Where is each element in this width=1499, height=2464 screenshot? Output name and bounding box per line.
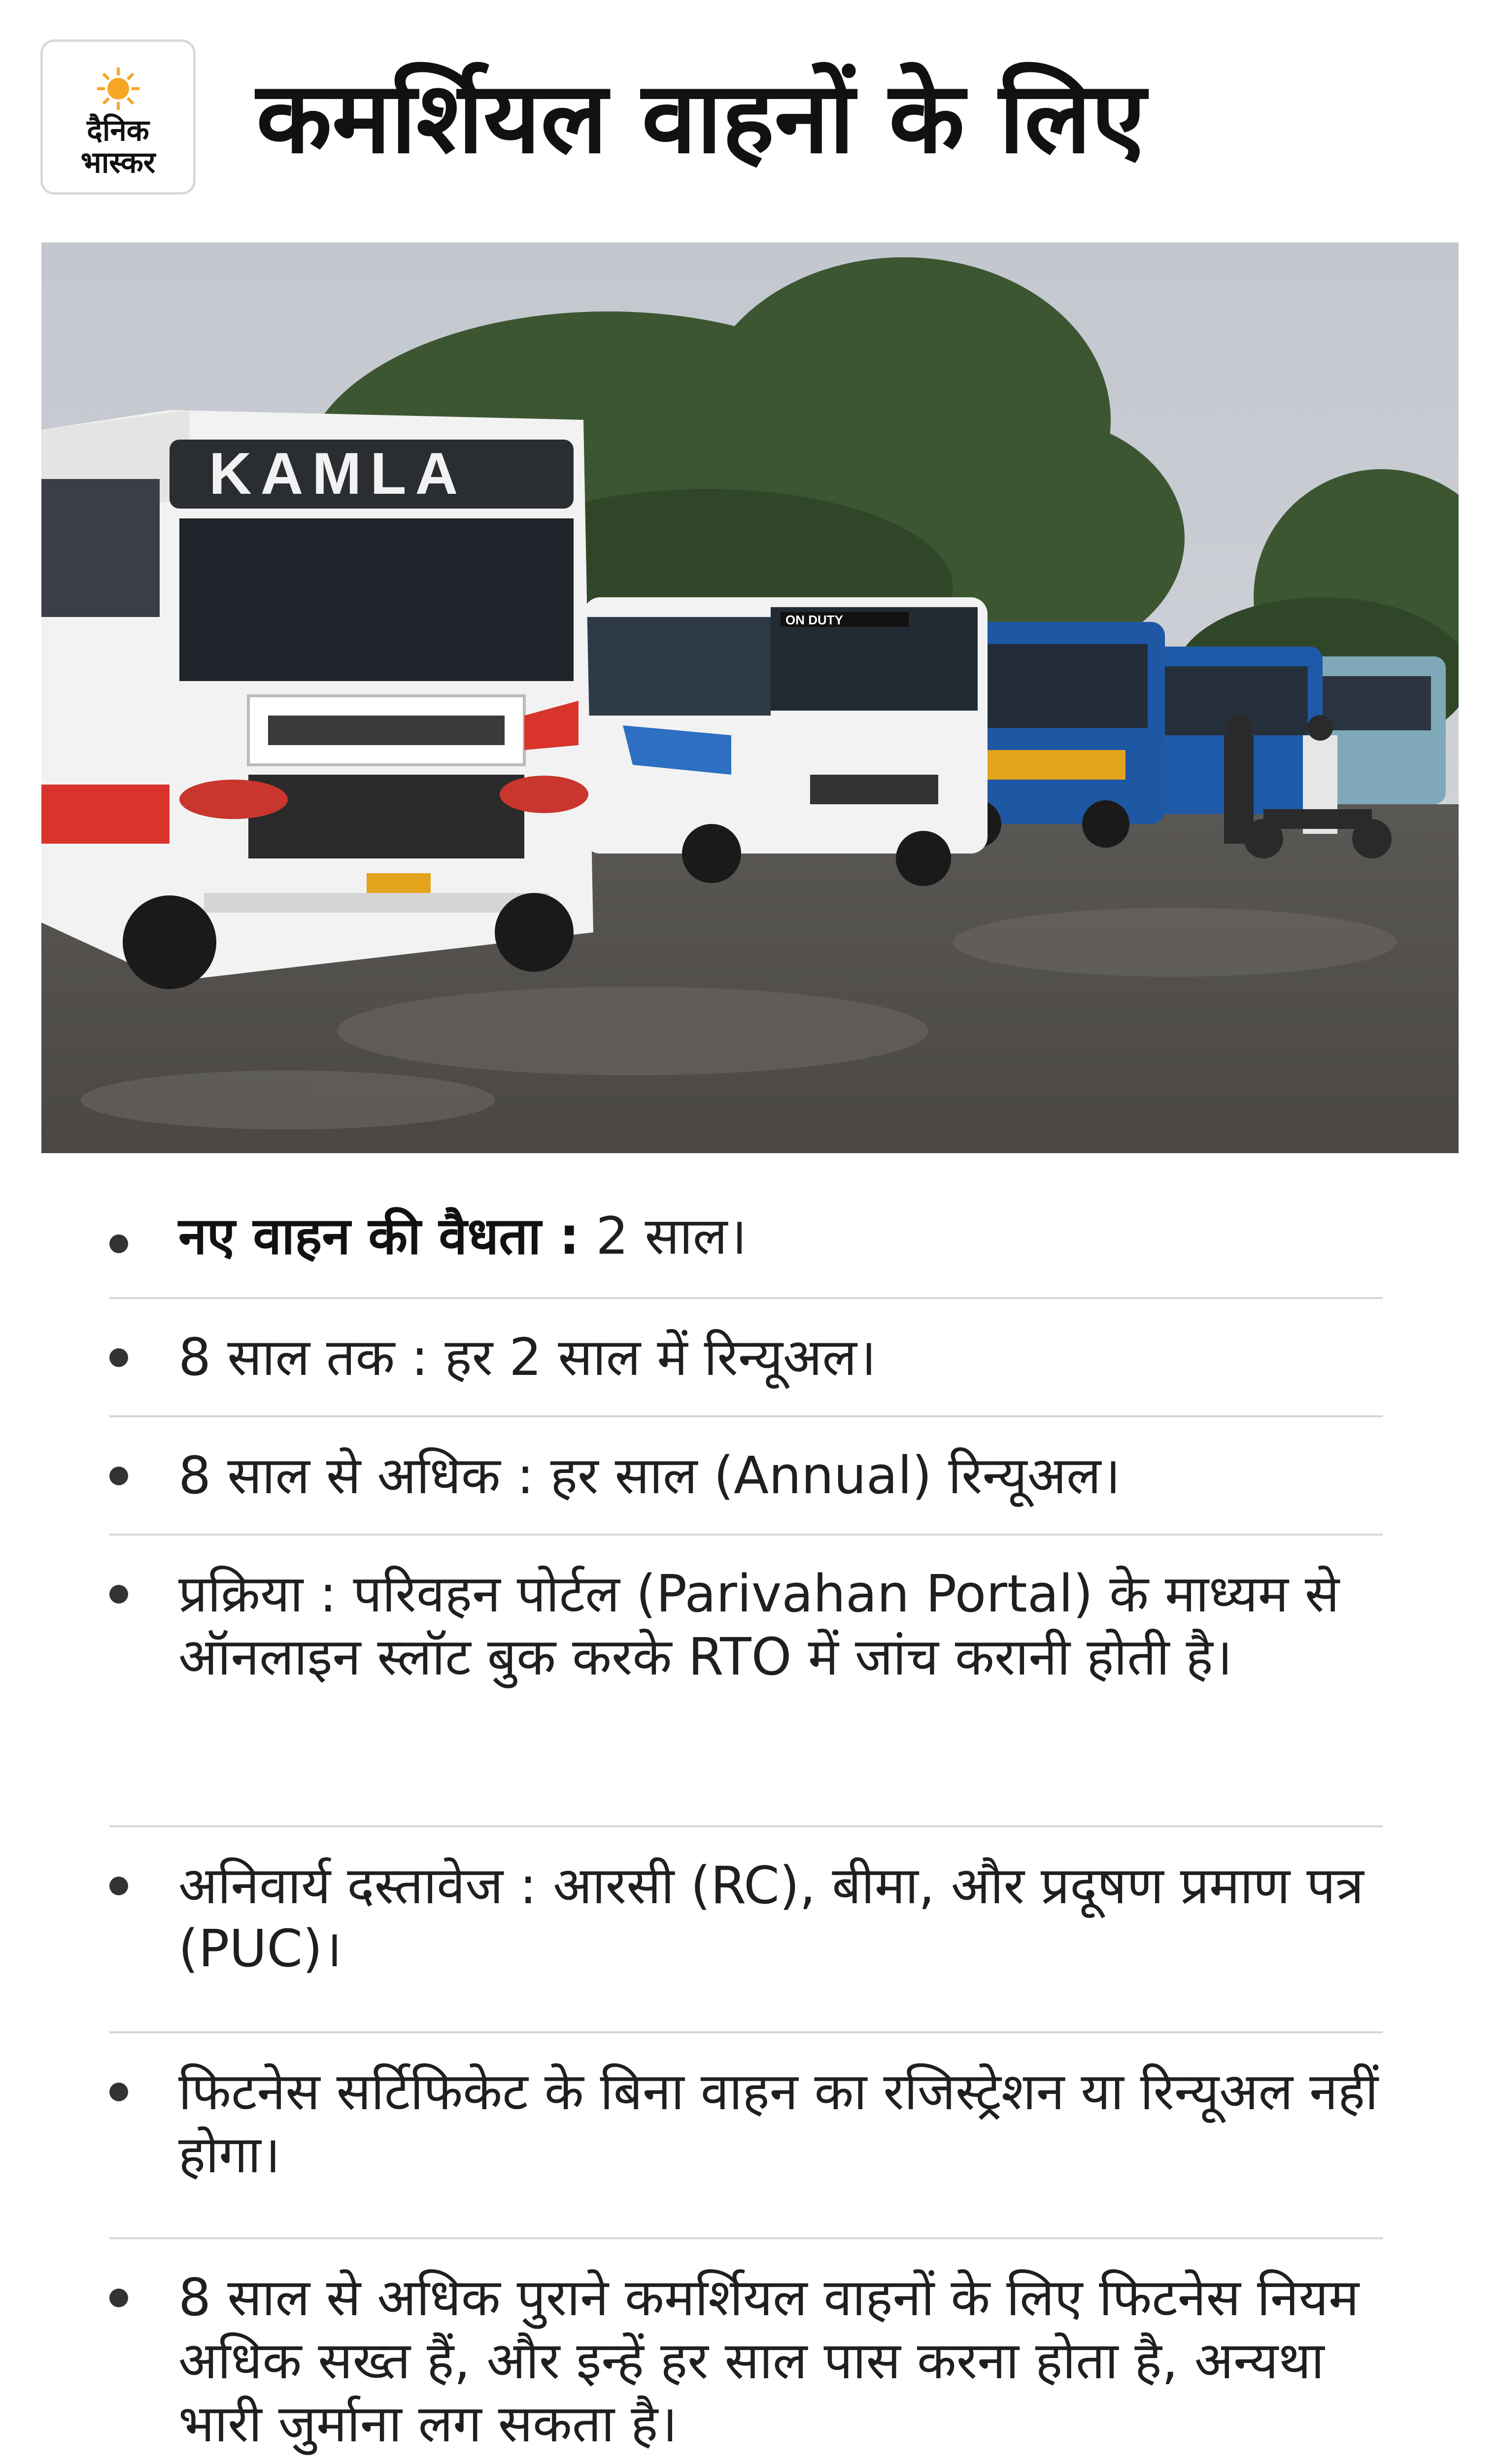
bullet-icon [109,1234,128,1253]
bus2-sign: ON DUTY [785,613,843,627]
item-label: नए वाहन की वैधता : [178,1206,580,1266]
item-text: 8 साल से अधिक पुराने कमर्शियल वाहनों के लिए फिटनेस नियम अधिक सख्त हैं, और इन्हें हर साल पास करना होता है, अन्यथा भारी जुर्माना लग सकता है। [178,2267,1360,2454]
bullet-icon [109,2289,128,2307]
list-item [109,1827,1383,2033]
item-text: 8 साल से अधिक : हर साल (Annual) रिन्यूअल। [178,1445,1121,1506]
page-title: कमर्शियल वाहनों के लिए [256,61,1146,175]
list-item [109,2239,1383,2464]
item-text: प्रक्रिया : परिवहन पोर्टल (Parivahan Portal) के माध्यम से ऑनलाइन स्लॉट बुक करके RTO में जांच करानी होती है। [178,1564,1340,1687]
logo-line-1: दैनिक [87,113,149,148]
item-text: 2 साल। [579,1206,747,1266]
list-item [109,2033,1383,2239]
list-item [109,1417,1383,1536]
item-text: फिटनेस सर्टिफिकेट के बिना वाहन का रजिस्ट्रेशन या रिन्यूअल नहीं होगा। [178,2061,1379,2185]
bullet-icon [109,1877,128,1895]
list-item [109,1299,1383,1417]
bus-stand-photo [41,242,1459,1153]
logo-line-2: भास्कर [80,145,156,180]
list-item [109,1536,1383,1827]
bullet-icon [109,1348,128,1367]
list-item [109,1178,1383,1299]
bullet-icon [109,1467,128,1485]
item-text: 8 साल तक : हर 2 साल में रिन्यूअल। [178,1327,877,1387]
bullet-icon [109,1585,128,1604]
sun-icon [96,67,140,111]
item-text: अनिवार्य दस्तावेज : आरसी (RC), बीमा, और प्रदूषण प्रमाण पत्र (PUC)। [178,1855,1364,1979]
info-list [109,1178,1383,2464]
dainik-bhaskar-logo[interactable] [40,39,196,195]
header [0,0,1499,212]
bullet-icon [109,2083,128,2101]
bus-front-sign: KAMLA [209,441,467,507]
